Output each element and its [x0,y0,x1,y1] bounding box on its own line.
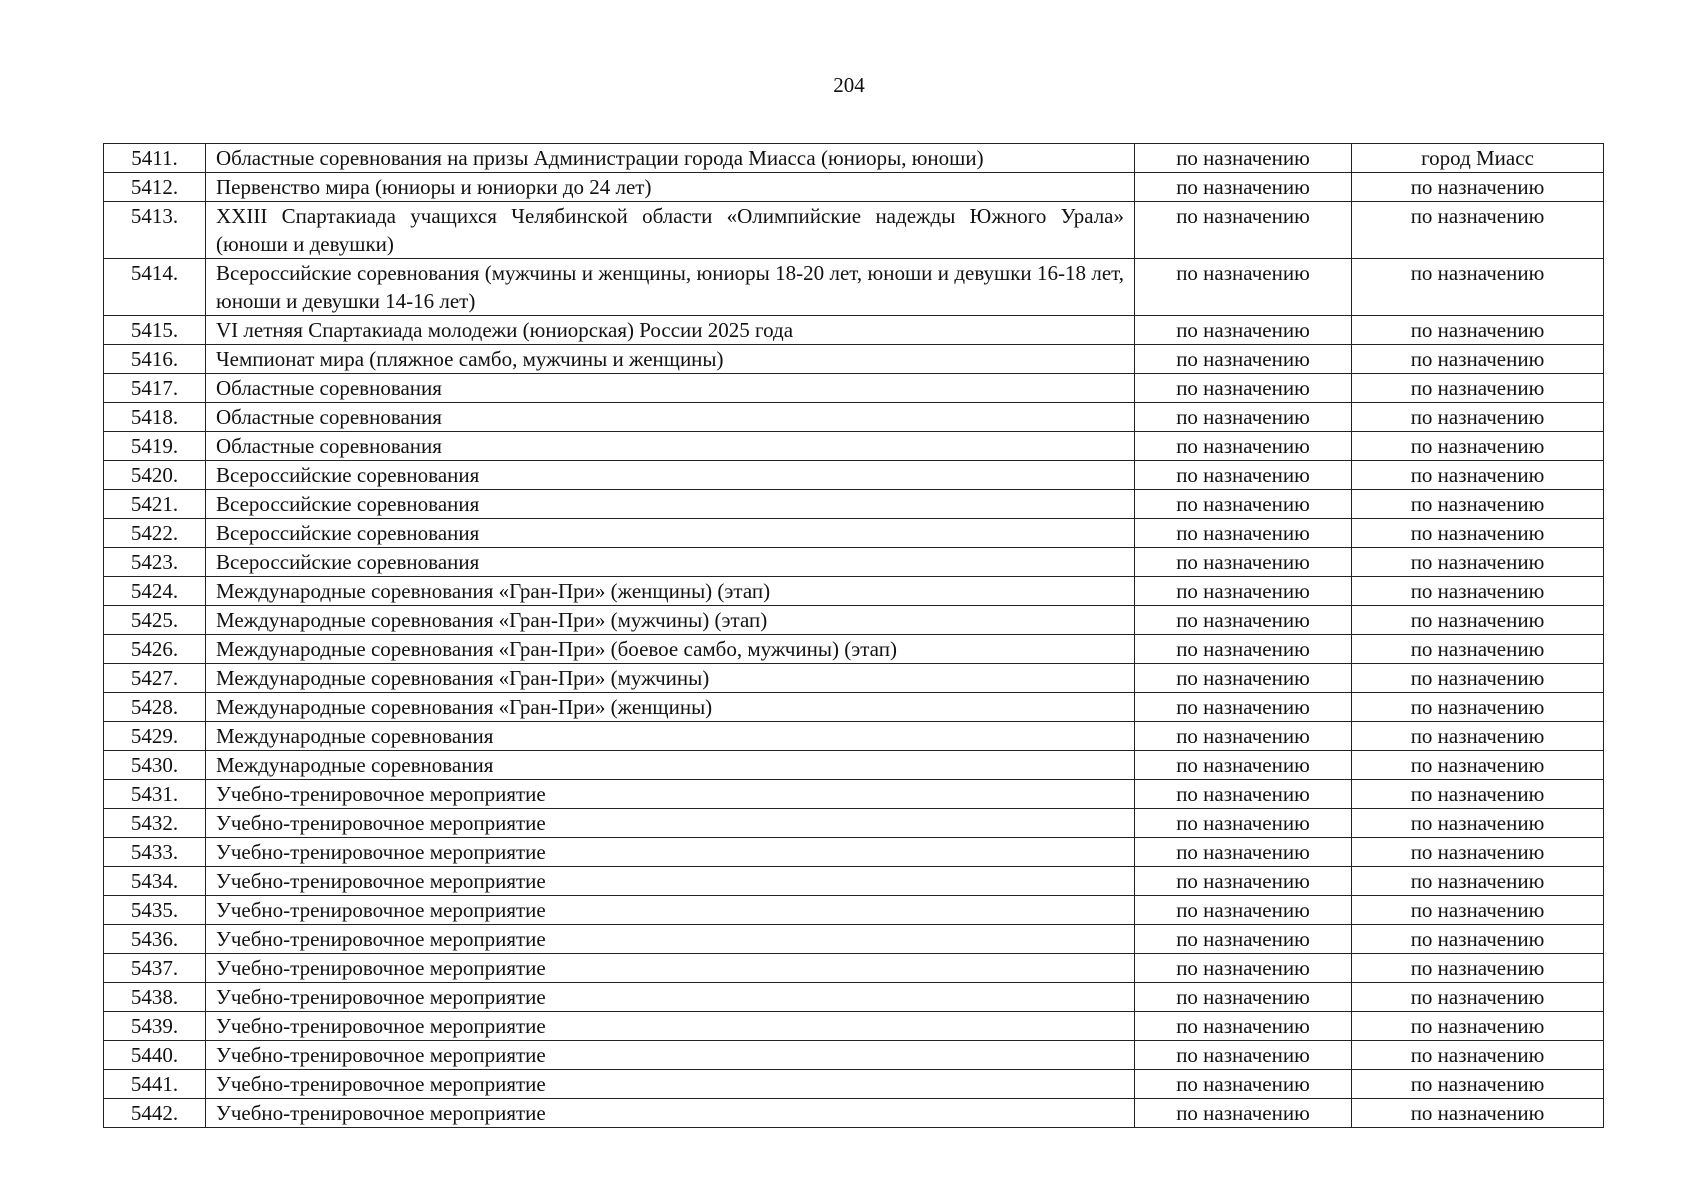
row-number-cell: 5440. [104,1041,206,1070]
event-name-cell: Международные соревнования [206,722,1135,751]
event-name-cell: Учебно-тренировочное мероприятие [206,1070,1135,1099]
dates-cell: по назначению [1135,635,1352,664]
event-name-cell: Всероссийские соревнования [206,461,1135,490]
row-number-cell: 5427. [104,664,206,693]
event-name-cell: Областные соревнования [206,403,1135,432]
dates-cell: по назначению [1135,664,1352,693]
row-number-cell: 5437. [104,954,206,983]
location-cell: по назначению [1352,259,1604,316]
event-name-cell: Чемпионат мира (пляжное самбо, мужчины и женщины) [206,345,1135,374]
event-name-cell: Международные соревнования «Гран-При» (женщины) (этап) [206,577,1135,606]
dates-cell: по назначению [1135,461,1352,490]
event-name-cell: Учебно-тренировочное мероприятие [206,954,1135,983]
dates-cell: по назначению [1135,316,1352,345]
dates-cell: по назначению [1135,548,1352,577]
table-row [104,490,1604,519]
row-number-cell: 5411. [104,144,206,173]
row-number-cell: 5422. [104,519,206,548]
location-cell: по назначению [1352,896,1604,925]
dates-cell: по назначению [1135,867,1352,896]
event-name-cell: Учебно-тренировочное мероприятие [206,780,1135,809]
dates-cell: по назначению [1135,432,1352,461]
table-row [104,780,1604,809]
row-number-cell: 5441. [104,1070,206,1099]
row-number-cell: 5417. [104,374,206,403]
row-number-cell: 5429. [104,722,206,751]
dates-cell: по назначению [1135,809,1352,838]
table-row [104,867,1604,896]
dates-cell: по назначению [1135,374,1352,403]
dates-cell: по назначению [1135,606,1352,635]
row-number-cell: 5415. [104,316,206,345]
table-row [104,144,1604,173]
location-cell: по назначению [1352,751,1604,780]
event-name-cell: Учебно-тренировочное мероприятие [206,925,1135,954]
dates-cell: по назначению [1135,1099,1352,1128]
table-row [104,345,1604,374]
table-row [104,173,1604,202]
dates-cell: по назначению [1135,577,1352,606]
row-number-cell: 5426. [104,635,206,664]
dates-cell: по назначению [1135,954,1352,983]
events-table [103,143,1604,1128]
table-row [104,374,1604,403]
location-cell: по назначению [1352,983,1604,1012]
table-row [104,403,1604,432]
row-number-cell: 5418. [104,403,206,432]
table-row [104,577,1604,606]
location-cell: по назначению [1352,1041,1604,1070]
location-cell: по назначению [1352,202,1604,259]
table-row [104,606,1604,635]
row-number-cell: 5430. [104,751,206,780]
table-row [104,751,1604,780]
row-number-cell: 5439. [104,1012,206,1041]
row-number-cell: 5424. [104,577,206,606]
location-cell: по назначению [1352,925,1604,954]
row-number-cell: 5416. [104,345,206,374]
table-row [104,664,1604,693]
event-name-cell: Учебно-тренировочное мероприятие [206,867,1135,896]
row-number-cell: 5423. [104,548,206,577]
event-name-cell: Международные соревнования «Гран-При» (мужчины) [206,664,1135,693]
row-number-cell: 5442. [104,1099,206,1128]
row-number-cell: 5432. [104,809,206,838]
event-name-cell: Всероссийские соревнования (мужчины и женщины, юниоры 18-20 лет, юноши и девушки 16-18 лет, юноши и девушки 14-16 лет) [206,259,1135,316]
events-table-body [104,144,1604,1128]
table-row [104,548,1604,577]
location-cell: по назначению [1352,548,1604,577]
location-cell: по назначению [1352,1070,1604,1099]
location-cell: по назначению [1352,954,1604,983]
row-number-cell: 5412. [104,173,206,202]
location-cell: по назначению [1352,345,1604,374]
table-row [104,519,1604,548]
location-cell: по назначению [1352,635,1604,664]
location-cell: по назначению [1352,867,1604,896]
row-number-cell: 5413. [104,202,206,259]
event-name-cell: Областные соревнования [206,374,1135,403]
dates-cell: по назначению [1135,490,1352,519]
location-cell: по назначению [1352,606,1604,635]
dates-cell: по назначению [1135,925,1352,954]
row-number-cell: 5419. [104,432,206,461]
row-number-cell: 5434. [104,867,206,896]
location-cell: по назначению [1352,403,1604,432]
event-name-cell: Учебно-тренировочное мероприятие [206,1012,1135,1041]
event-name-cell: Областные соревнования на призы Администрации города Миасса (юниоры, юноши) [206,144,1135,173]
dates-cell: по назначению [1135,693,1352,722]
row-number-cell: 5436. [104,925,206,954]
dates-cell: по назначению [1135,173,1352,202]
table-row [104,1012,1604,1041]
location-cell: по назначению [1352,693,1604,722]
table-row [104,838,1604,867]
table-row [104,809,1604,838]
table-row [104,983,1604,1012]
dates-cell: по назначению [1135,751,1352,780]
event-name-cell: Учебно-тренировочное мероприятие [206,1099,1135,1128]
location-cell: по назначению [1352,1012,1604,1041]
table-row [104,202,1604,259]
dates-cell: по назначению [1135,259,1352,316]
row-number-cell: 5425. [104,606,206,635]
event-name-cell: Учебно-тренировочное мероприятие [206,809,1135,838]
event-name-cell: Учебно-тренировочное мероприятие [206,896,1135,925]
table-row [104,259,1604,316]
location-cell: по назначению [1352,664,1604,693]
event-name-cell: Всероссийские соревнования [206,519,1135,548]
row-number-cell: 5438. [104,983,206,1012]
dates-cell: по назначению [1135,144,1352,173]
event-name-cell: Международные соревнования «Гран-При» (боевое самбо, мужчины) (этап) [206,635,1135,664]
dates-cell: по назначению [1135,345,1352,374]
location-cell: по назначению [1352,577,1604,606]
location-cell: по назначению [1352,316,1604,345]
dates-cell: по назначению [1135,1041,1352,1070]
location-cell: по назначению [1352,1099,1604,1128]
table-row [104,1070,1604,1099]
row-number-cell: 5421. [104,490,206,519]
row-number-cell: 5433. [104,838,206,867]
event-name-cell: Всероссийские соревнования [206,490,1135,519]
dates-cell: по назначению [1135,1012,1352,1041]
table-row [104,1099,1604,1128]
row-number-cell: 5420. [104,461,206,490]
event-name-cell: Международные соревнования «Гран-При» (женщины) [206,693,1135,722]
table-row [104,693,1604,722]
event-name-cell: Учебно-тренировочное мероприятие [206,1041,1135,1070]
page-number: 204 [833,73,865,97]
dates-cell: по назначению [1135,403,1352,432]
event-name-cell: VI летняя Спартакиада молодежи (юниорская) России 2025 года [206,316,1135,345]
dates-cell: по назначению [1135,780,1352,809]
table-row [104,1041,1604,1070]
table-row [104,461,1604,490]
event-name-cell: Всероссийские соревнования [206,548,1135,577]
location-cell: по назначению [1352,809,1604,838]
event-name-cell: Областные соревнования [206,432,1135,461]
location-cell: по назначению [1352,519,1604,548]
event-name-cell: Первенство мира (юниоры и юниорки до 24 лет) [206,173,1135,202]
table-row [104,896,1604,925]
dates-cell: по назначению [1135,983,1352,1012]
event-name-cell: Учебно-тренировочное мероприятие [206,983,1135,1012]
dates-cell: по назначению [1135,838,1352,867]
table-row [104,635,1604,664]
dates-cell: по назначению [1135,896,1352,925]
table-row [104,925,1604,954]
location-cell: по назначению [1352,173,1604,202]
table-row [104,954,1604,983]
row-number-cell: 5414. [104,259,206,316]
location-cell: по назначению [1352,490,1604,519]
location-cell: по назначению [1352,722,1604,751]
dates-cell: по назначению [1135,1070,1352,1099]
dates-cell: по назначению [1135,519,1352,548]
location-cell: по назначению [1352,780,1604,809]
location-cell: город Миасс [1352,144,1604,173]
event-name-cell: Международные соревнования [206,751,1135,780]
event-name-cell: XXIII Спартакиада учащихся Челябинской области «Олимпийские надежды Южного Урала» (юноши и девушки) [206,202,1135,259]
table-row [104,722,1604,751]
location-cell: по назначению [1352,432,1604,461]
location-cell: по назначению [1352,374,1604,403]
row-number-cell: 5428. [104,693,206,722]
row-number-cell: 5435. [104,896,206,925]
event-name-cell: Международные соревнования «Гран-При» (мужчины) (этап) [206,606,1135,635]
dates-cell: по назначению [1135,722,1352,751]
location-cell: по назначению [1352,838,1604,867]
table-row [104,432,1604,461]
row-number-cell: 5431. [104,780,206,809]
event-name-cell: Учебно-тренировочное мероприятие [206,838,1135,867]
dates-cell: по назначению [1135,202,1352,259]
table-row [104,316,1604,345]
location-cell: по назначению [1352,461,1604,490]
